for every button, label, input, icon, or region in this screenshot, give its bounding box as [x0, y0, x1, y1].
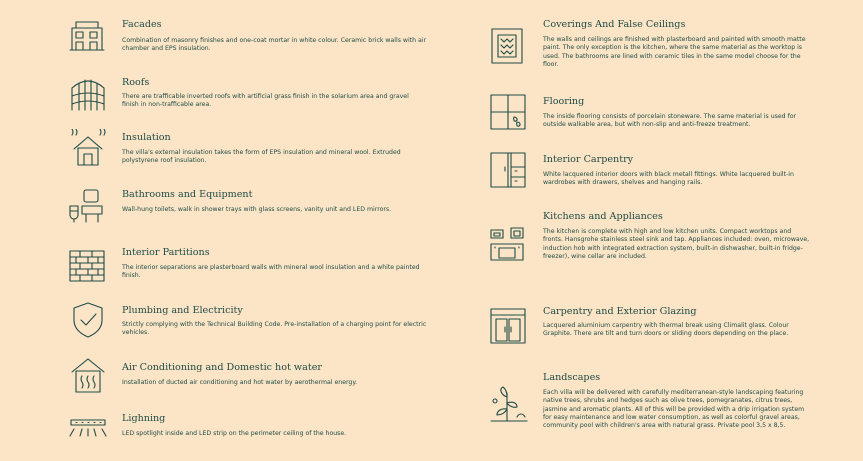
- section-text: Combination of masonry finishes and one-coat mortar in white colour. Ceramic brick walls with air chamber and EPS insulation.: [122, 37, 427, 53]
- section-title: Interior Carpentry: [543, 154, 634, 165]
- section-text: There are trafficable inverted roofs with artificial grass finish in the solarium area and gravel finish in non-trafficable area.: [122, 93, 409, 109]
- bathroom-toilet-icon: [68, 186, 108, 226]
- garden-plants-icon: [489, 383, 529, 423]
- section-title: Kitchens and Appliances: [543, 211, 663, 222]
- ceiling-panel-icon: [489, 26, 529, 66]
- section-title: Carpentry and Exterior Glazing: [543, 306, 697, 317]
- section-title: Air Conditioning and Domestic hot water: [122, 362, 322, 373]
- led-strip-icon: [68, 410, 108, 450]
- section-text: Lacquered aluminium carpentry with thermal break using Climalit glass. Colour Graphite. There are tilt and turn doors or sliding doors depending on the place.: [543, 322, 789, 338]
- brick-wall-icon: [68, 245, 108, 285]
- section-text: Wall-hung toilets, walk in shower trays with glass screens, vanity unit and LED mirrors.: [122, 206, 392, 213]
- section-text: Each villa will be delivered with carefully mediterranean-style landscaping featuring native trees, shrubs and hedges such as olive trees, pomegranates, citrus trees, jasmine and aromatic plants. All of this will be provided with a drip irrigation system for easy maintenance and low water consumption, as well as colorful gravel areas, community pool with children's area with natural grass. Private pool 3,5 x 8,5.: [543, 389, 805, 430]
- section-text: Strictly complying with the Technical Building Code. Pre-installation of a charging point for electric vehicles.: [122, 321, 427, 337]
- section-text: The inside flooring consists of porcelain stoneware. The same material is used for outside walkable area, but with non-slip and anti-freeze treatment.: [543, 113, 797, 129]
- section-text: Installation of ducted air conditioning and hot water by aerothermal energy.: [122, 379, 358, 386]
- section-text: White lacquered interior doors with black metall fittings. White lacquered built-in wardrobes with drawers, shelves and hanging rails.: [543, 171, 794, 187]
- section-text: The interior separations are plasterboard walls with mineral wool insulation and a white painted finish.: [122, 264, 420, 280]
- insulated-house-icon: [68, 129, 108, 169]
- section-text: The walls and ceilings are finished with plasterboard and painted with smooth matte paint. The only exception is the kitchen, where the same material as the worktop is used. The bathrooms are lined with ceramic tiles in the same model choose for the floor.: [543, 36, 806, 68]
- floor-tile-icon: [489, 93, 529, 133]
- wardrobe-icon: [489, 151, 529, 191]
- section-text: The kitchen is complete with high and low kitchen units. Compact worktops and fronts. Hansgrohe stainless steel sink and tap. Appliances included: oven, microwave, induction hob with integrated extraction system, built-in dishwasher, built-in fridge-freezer), wine cellar are included.: [543, 228, 810, 260]
- section-title: Landscapes: [543, 372, 601, 383]
- section-title: Plumbing and Electricity: [122, 305, 243, 316]
- section-title: Insulation: [122, 132, 171, 143]
- section-title: Roofs: [122, 77, 150, 88]
- section-title: Interior Partitions: [122, 247, 210, 258]
- shield-check-icon: [68, 300, 108, 340]
- window-icon: [489, 307, 529, 347]
- facade-building-icon: [68, 16, 108, 56]
- heated-house-icon: [68, 356, 108, 396]
- kitchen-appliances-icon: [489, 224, 529, 264]
- section-text: LED spotlight inside and LED strip on the perimeter ceiling of the house.: [122, 430, 347, 437]
- section-title: Coverings And False Ceilings: [543, 19, 686, 30]
- section-text: The villa's external insulation takes the form of EPS insulation and mineral wool. Extruded polystyrene roof insulation.: [122, 149, 401, 165]
- section-title: Lighning: [122, 413, 166, 424]
- roof-tiles-icon: [68, 74, 108, 114]
- section-title: Facades: [122, 19, 162, 30]
- section-title: Flooring: [543, 96, 585, 107]
- section-title: Bathrooms and Equipment: [122, 189, 253, 200]
